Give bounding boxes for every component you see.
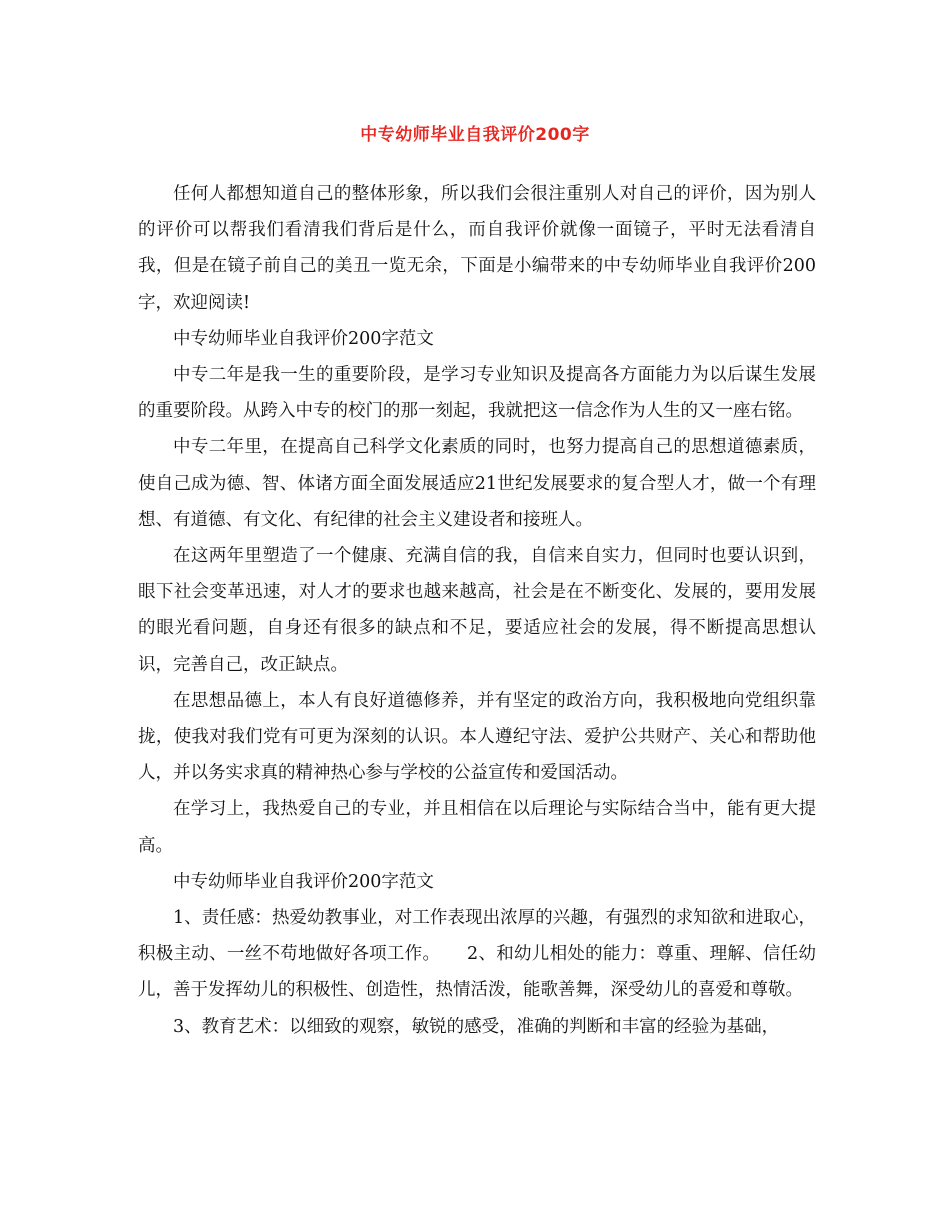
- paragraph: 在学习上，我热爱自己的专业，并且相信在以后理论与实际结合当中，能有更大提高。: [138, 799, 816, 856]
- paragraph: 中专二年里，在提高自己科学文化素质的同时，也努力提高自己的思想道德素质，使自己成为德、智、体诸方面全面发展适应21世纪发展要求的复合型人才，做一个有理想、有道德、有文化、有纪律的社会主义建设者和接班人。: [138, 437, 816, 530]
- paragraph: 3、教育艺术：以细致的观察，敏锐的感受，准确的判断和丰富的经验为基础，: [173, 1016, 780, 1037]
- paragraph: 在这两年里塑造了一个健康、充满自信的我，自信来自实力，但同时也要认识到，眼下社会变革迅速，对人才的要求也越来越高，社会是在不断变化、发展的，要用发展的眼光看问题，自身还有很多的缺点和不足，要适应社会的发展，得不断提高思想认识，完善自己，改正缺点。: [138, 546, 816, 675]
- paragraph: 在思想品德上，本人有良好道德修养，并有坚定的政治方向，我积极地向党组织靠拢，使我对我们党有可更为深刻的认识。本人遵纪守法、爱护公共财产、关心和帮助他人，并以务实求真的精神热心参与学校的公益宣传和爱国活动。: [138, 690, 816, 784]
- document-title: 中专幼师毕业自我评价200字: [360, 125, 590, 145]
- paragraph-intro: 任何人都想知道自己的整体形象，所以我们会很注重别人对自己的评价，因为别人的评价可以帮我们看清我们背后是什么，而自我评价就像一面镜子，平时无法看清自我，但是在镜子前自己的美丑一览无余，下面是小编带来的中专幼师毕业自我评价200字，欢迎阅读!: [138, 184, 816, 313]
- section-heading: 中专幼师毕业自我评价200字范文: [173, 328, 434, 349]
- paragraph: 1、责任感：热爱幼教事业，对工作表现出浓厚的兴趣，有强烈的求知欲和进取心，积极主动、一丝不苟地做好各项工作。 2、和幼儿相处的能力：尊重、理解、信任幼儿，善于发挥幼儿的积极性、创造性，热情活泼，能歌善舞，深受幼儿的喜爱和尊敬。: [138, 908, 816, 1001]
- document-body: [138, 176, 816, 1045]
- paragraph: 中专二年是我一生的重要阶段，是学习专业知识及提高各方面能力为以后谋生发展的重要阶段。从跨入中专的校门的那一刻起，我就把这一信念作为人生的又一座右铭。: [138, 365, 816, 422]
- section-heading: 中专幼师毕业自我评价200字范文: [173, 871, 434, 892]
